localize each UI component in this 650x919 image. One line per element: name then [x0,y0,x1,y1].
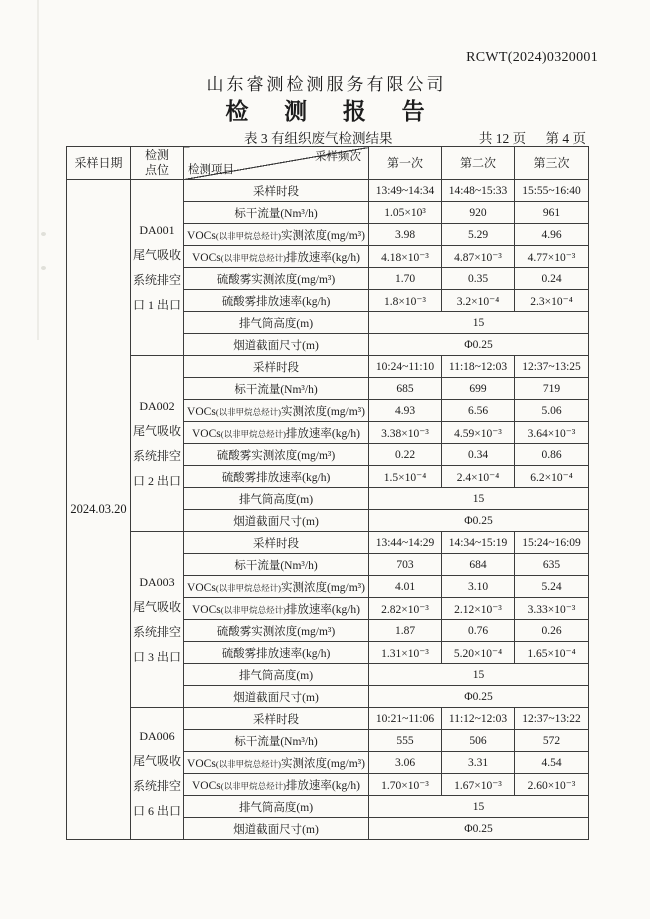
table-caption-row [66,127,588,145]
results-table-wrap [66,146,589,840]
value-cell: 4.77×10⁻³ [515,246,589,268]
label-part: 实测浓度(mg/m³) [280,229,365,242]
value-cell: 3.98 [369,224,442,246]
value-cell: 13:49~14:34 [369,180,442,202]
value-cell: 4.87×10⁻³ [442,246,515,268]
row-label-cell: 排气筒高度(m) [184,312,369,334]
table-row [67,180,589,202]
label-part: VOCs [187,757,216,770]
value-cell: 2.12×10⁻³ [442,598,515,620]
value-cell: 0.86 [515,444,589,466]
monitor-point-cell [131,356,184,532]
row-label-cell: 采样时段 [184,532,369,554]
label-part: (以非甲烷总烃计) [220,604,286,615]
value-cell: 14:34~15:19 [442,532,515,554]
value-cell: 14:48~15:33 [442,180,515,202]
value-cell: 1.8×10⁻³ [369,290,442,312]
point-line: DA001 [139,222,175,237]
value-cell: 15:24~16:09 [515,532,589,554]
diagonal-header-cell [184,147,369,180]
label-part: 实测浓度(mg/m³) [280,581,365,594]
value-cell: 1.67×10⁻³ [442,774,515,796]
label-part: (以非甲烷总烃计) [215,406,281,417]
table-row [67,356,589,378]
label-part: VOCs [187,229,216,242]
value-cell: 4.54 [515,752,589,774]
value-cell: 3.2×10⁻⁴ [442,290,515,312]
report-title: 检 测 报 告 [225,99,440,124]
row-label-cell [184,400,369,422]
span-value-cell: Φ0.25 [369,510,589,532]
value-cell: 1.05×10³ [369,202,442,224]
value-cell: 685 [369,378,442,400]
point-line: 口 3 出口 [132,649,181,664]
diag-label-frequency: 采样频次 [315,151,361,163]
value-cell: 3.64×10⁻³ [515,422,589,444]
span-value-cell: Φ0.25 [369,334,589,356]
value-cell: 11:18~12:03 [442,356,515,378]
value-cell: 635 [515,554,589,576]
value-cell: 1.87 [369,620,442,642]
value-cell: 3.33×10⁻³ [515,598,589,620]
value-cell: 3.10 [442,576,515,598]
point-line: 系统排空 [132,778,181,793]
header-row [67,147,589,180]
point-line: 口 6 出口 [132,803,181,818]
row-label-cell: 标干流量(Nm³/h) [184,202,369,224]
value-cell: 0.24 [515,268,589,290]
pages-total: 共 12 页 [478,131,527,146]
row-label-cell: 硫酸雾实测浓度(mg/m³) [184,620,369,642]
company-name: 山东睿测检测服务有限公司 [206,75,447,94]
monitor-point-cell [131,180,184,356]
value-cell: 1.31×10⁻³ [369,642,442,664]
value-cell: 5.29 [442,224,515,246]
row-label-cell: 标干流量(Nm³/h) [184,554,369,576]
value-cell: 4.01 [369,576,442,598]
value-cell: 920 [442,202,515,224]
monitor-point-line: 检测 [144,148,169,162]
row-label-cell: 硫酸雾实测浓度(mg/m³) [184,444,369,466]
value-cell: 703 [369,554,442,576]
sampling-date-cell: 2024.03.20 [67,180,131,840]
value-cell: 2.4×10⁻⁴ [442,466,515,488]
label-part: (以非甲烷总烃计) [220,428,286,439]
table-caption: 表 3 有组织废气检测结果 [244,131,393,146]
value-cell: 0.22 [369,444,442,466]
row-label-cell [184,576,369,598]
point-line: 系统排空 [132,624,181,639]
point-line: 尾气吸收 [132,753,181,768]
value-cell: 12:37~13:25 [515,356,589,378]
span-value-cell: Φ0.25 [369,686,589,708]
value-cell: 0.34 [442,444,515,466]
label-part: VOCs [191,779,221,792]
value-cell: 1.70 [369,268,442,290]
value-cell: 5.24 [515,576,589,598]
results-table [66,146,589,840]
row-label-cell: 标干流量(Nm³/h) [184,378,369,400]
value-cell: 10:24~11:10 [369,356,442,378]
label-part: VOCs [187,581,216,594]
value-cell: 5.06 [515,400,589,422]
point-line: DA002 [139,398,175,413]
label-part: (以非甲烷总烃计) [215,230,281,241]
label-part: 排放速率(kg/h) [285,779,361,792]
value-cell: 3.06 [369,752,442,774]
value-cell: 506 [442,730,515,752]
row-label-cell: 硫酸雾排放速率(kg/h) [184,290,369,312]
value-cell: 4.93 [369,400,442,422]
point-line: DA006 [139,728,175,743]
label-part: 排放速率(kg/h) [285,603,361,616]
point-line: DA003 [139,574,175,589]
table-row [67,708,589,730]
point-line: 口 2 出口 [132,473,181,488]
value-cell: 3.38×10⁻³ [369,422,442,444]
value-cell: 699 [442,378,515,400]
label-part: 实测浓度(mg/m³) [280,405,365,418]
label-part: (以非甲烷总烃计) [220,252,286,263]
value-cell: 572 [515,730,589,752]
row-label-cell: 采样时段 [184,708,369,730]
value-cell: 4.59×10⁻³ [442,422,515,444]
point-line: 尾气吸收 [132,247,181,262]
span-value-cell: 15 [369,488,589,510]
value-cell: 555 [369,730,442,752]
label-part: 排放速率(kg/h) [285,251,361,264]
value-cell: 10:21~11:06 [369,708,442,730]
row-label-cell: 烟道截面尺寸(m) [184,510,369,532]
value-cell: 1.5×10⁻⁴ [369,466,442,488]
value-cell: 2.82×10⁻³ [369,598,442,620]
value-cell: 719 [515,378,589,400]
value-cell: 2.3×10⁻⁴ [515,290,589,312]
col-header-third: 第三次 [515,147,589,180]
col-header-monitor-point [131,147,184,180]
row-label-cell: 硫酸雾排放速率(kg/h) [184,466,369,488]
value-cell: 12:37~13:22 [515,708,589,730]
label-part: (以非甲烷总烃计) [215,758,281,769]
label-part: (以非甲烷总烃计) [215,582,281,593]
value-cell: 11:12~12:03 [442,708,515,730]
row-label-cell [184,774,369,796]
row-label-cell [184,422,369,444]
row-label-cell: 排气筒高度(m) [184,664,369,686]
page-indicator [463,127,586,147]
row-label-cell: 硫酸雾实测浓度(mg/m³) [184,268,369,290]
row-label-cell: 烟道截面尺寸(m) [184,686,369,708]
report-number: RCWT(2024)0320001 [466,50,598,65]
label-part: VOCs [191,251,221,264]
value-cell: 1.70×10⁻³ [369,774,442,796]
value-cell: 2.60×10⁻³ [515,774,589,796]
label-part: VOCs [191,427,221,440]
results-tbody [67,180,589,840]
row-label-cell [184,246,369,268]
col-header-second: 第二次 [442,147,515,180]
point-line: 系统排空 [132,272,181,287]
monitor-point-cell [131,708,184,840]
col-header-first: 第一次 [369,147,442,180]
row-label-cell: 排气筒高度(m) [184,796,369,818]
col-header-sampling-date: 采样日期 [67,147,131,180]
point-line: 系统排空 [132,448,181,463]
label-part: VOCs [187,405,216,418]
span-value-cell: Φ0.25 [369,818,589,840]
value-cell: 0.35 [442,268,515,290]
row-label-cell [184,224,369,246]
value-cell: 13:44~14:29 [369,532,442,554]
scan-speck [41,232,46,236]
span-value-cell: 15 [369,664,589,686]
point-line: 尾气吸收 [132,423,181,438]
monitor-point-line: 点位 [144,163,169,177]
span-value-cell: 15 [369,312,589,334]
row-label-cell: 采样时段 [184,180,369,202]
page-current: 第 4 页 [545,131,586,146]
point-line: 口 1 出口 [132,297,181,312]
value-cell: 1.65×10⁻⁴ [515,642,589,664]
value-cell: 5.20×10⁻⁴ [442,642,515,664]
row-label-cell [184,752,369,774]
row-label-cell: 烟道截面尺寸(m) [184,334,369,356]
span-value-cell: 15 [369,796,589,818]
scan-speck [41,266,46,270]
table-row [67,532,589,554]
row-label-cell: 烟道截面尺寸(m) [184,818,369,840]
value-cell: 684 [442,554,515,576]
value-cell: 0.26 [515,620,589,642]
row-label-cell: 标干流量(Nm³/h) [184,730,369,752]
point-line: 尾气吸收 [132,599,181,614]
value-cell: 6.2×10⁻⁴ [515,466,589,488]
monitor-point-cell [131,532,184,708]
scan-artifact-line [37,0,39,340]
label-part: (以非甲烷总烃计) [220,780,286,791]
value-cell: 0.76 [442,620,515,642]
value-cell: 4.18×10⁻³ [369,246,442,268]
row-label-cell: 排气筒高度(m) [184,488,369,510]
value-cell: 961 [515,202,589,224]
label-part: VOCs [191,603,221,616]
label-part: 排放速率(kg/h) [285,427,361,440]
value-cell: 4.96 [515,224,589,246]
label-part: 实测浓度(mg/m³) [280,757,365,770]
value-cell: 6.56 [442,400,515,422]
row-label-cell: 硫酸雾排放速率(kg/h) [184,642,369,664]
value-cell: 3.31 [442,752,515,774]
row-label-cell: 采样时段 [184,356,369,378]
row-label-cell [184,598,369,620]
diag-label-item: 检测项目 [188,163,234,176]
value-cell: 15:55~16:40 [515,180,589,202]
